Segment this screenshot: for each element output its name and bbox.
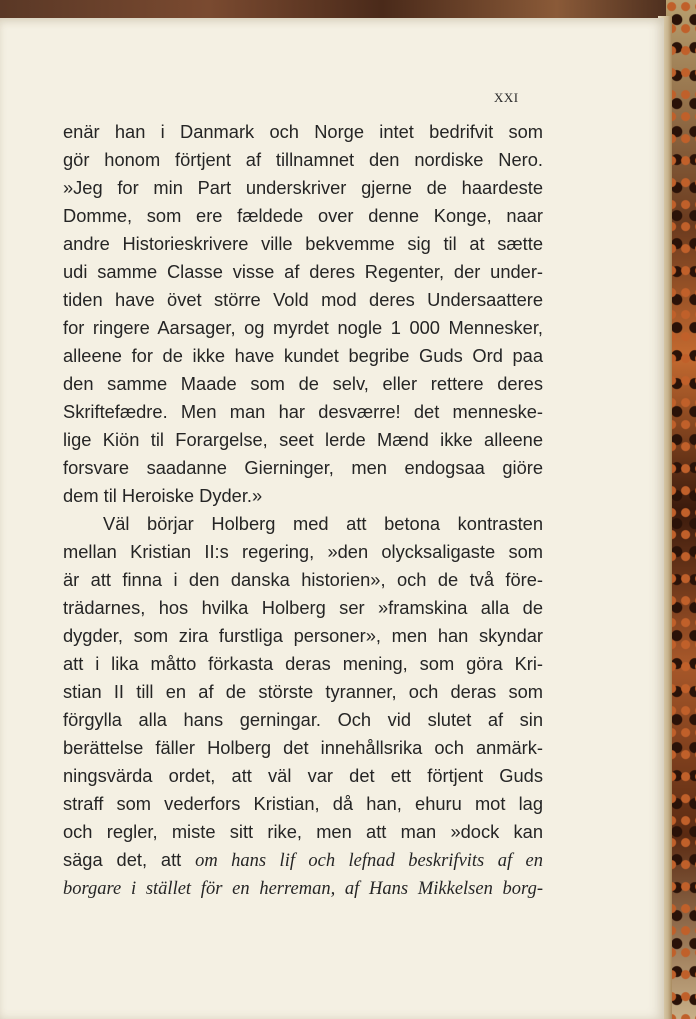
text-line: for ringere Aarsager, og myrdet nogle 1 000 Mennesker, (63, 317, 543, 338)
italic-text: om hans lif och lefnad beskrifvits af en (195, 851, 543, 871)
text-line: forsvare saadanne Gierninger, men endogsaa giöre (63, 457, 543, 478)
text-line: mellan Kristian II:s regering, »den olycksaligaste som (63, 541, 543, 562)
text-line: »Jeg for min Part underskriver gjerne de haardeste (63, 177, 543, 198)
text-line: tiden have övet större Vold mod deres Undersaattere (63, 289, 543, 310)
text-line: Domme, som ere fældede over denne Konge, naar (63, 205, 543, 226)
text-line: berättelse fäller Holberg det innehållsrika och anmärk- (63, 737, 543, 758)
text-line: trädarnes, hos hvilka Holberg ser »framskina alla de (63, 597, 543, 618)
text-line: udi samme Classe visse af deres Regenter, der under- (63, 261, 543, 282)
text-line: andre Historieskrivere ville bekvemme sig til at sætte (63, 233, 543, 254)
text-line: och regler, miste sitt rike, men att man »dock kan (63, 821, 543, 842)
text-line: Väl börjar Holberg med att betona kontrasten (103, 513, 543, 534)
text-line: den samme Maade som de selv, eller rettere deres (63, 373, 543, 394)
text-line: gör honom förtjent af tillnamnet den nordiske Nero. (63, 149, 543, 170)
page-number: XXI (494, 90, 519, 105)
text-line: säga det, att om hans lif och lefnad beskrifvits af en (63, 849, 543, 871)
text-line: Skriftefædre. Men man har desværre! det menneske- (63, 401, 543, 422)
text-line: ningsvärda ordet, att väl var det ett förtjent Guds (63, 765, 543, 786)
text-line: straff som vederfors Kristian, då han, ehuru mot lag (63, 793, 543, 814)
text-line: alleene for de ikke have kundet begribe Guds Ord paa (63, 345, 543, 366)
text-line (63, 874, 543, 902)
text-line: lige Kiön til Forargelse, seet lerde Mænd ikke alleene (63, 429, 543, 450)
text-line: enär han i Danmark och Norge intet bedrifvit som (63, 121, 543, 142)
text-line: förgylla alla hans gerningar. Och vid slutet af sin (63, 709, 543, 730)
italic-text: borgare i stället för en herreman, af Hans Mikkelsen borg- (63, 879, 543, 899)
text-line: att i lika måtto förkasta deras mening, som göra Kri- (63, 653, 543, 674)
text-line: stian II till en af de störste tyranner, och deras som (63, 681, 543, 702)
text-line: dem til Heroiske Dyder.» (63, 485, 263, 506)
page-text (63, 118, 543, 902)
text-line: dygder, som zira furstliga personer», men han skyndar (63, 625, 543, 646)
text-line: är att finna i den danska historien», och de två före- (63, 569, 543, 590)
